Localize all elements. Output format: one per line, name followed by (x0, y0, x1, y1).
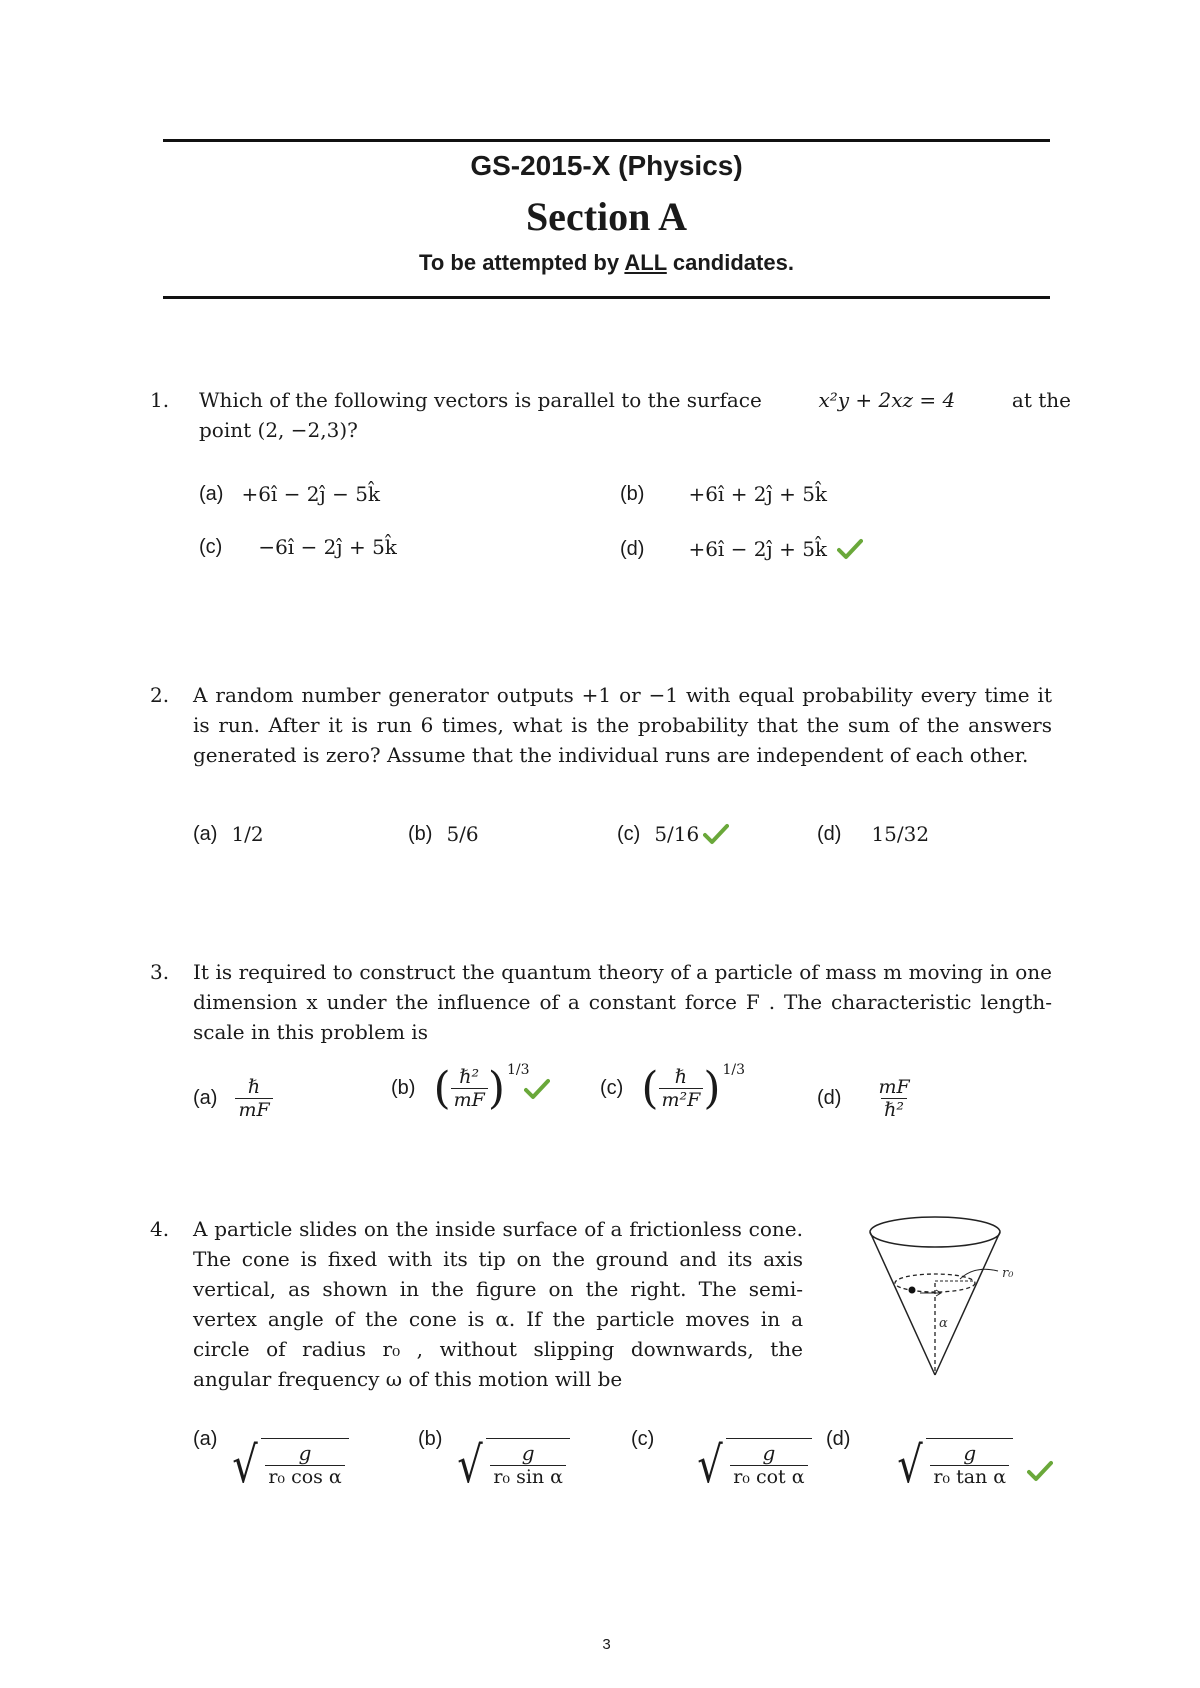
cone-figure (860, 1215, 1030, 1385)
option-value: 5/6 (446, 822, 479, 846)
square-root (894, 1436, 1013, 1494)
cone-left-side (870, 1232, 935, 1375)
numerator: ℏ² (459, 1066, 480, 1088)
numerator: ℏ (247, 1076, 261, 1098)
q4-option-a[interactable] (193, 1428, 349, 1494)
instruction (0, 250, 1200, 276)
option-value: 1/2 (231, 822, 264, 846)
option-label: (b) (408, 822, 433, 845)
instruction-suffix: candidates. (666, 250, 794, 275)
denominator: mF (235, 1098, 272, 1121)
right-paren: ) (487, 1062, 505, 1114)
cone-rim (870, 1217, 1000, 1247)
radical-icon: √ (232, 1436, 259, 1494)
option-label: (b) (418, 1428, 443, 1450)
q4-option-d[interactable] (826, 1428, 1053, 1494)
option-label: (d) (620, 537, 645, 560)
q4-option-c[interactable] (631, 1428, 812, 1494)
question-4-text: A particle slides on the inside surface of a frictionless cone. The cone is fixed with its tip on the ground and its axis vertical, as shown in the figure on the right. The semi-vertex angle of the cone is α. If the particle moves in a circle of radius r₀ , without slipping downwards, the angular frequency ω of this motion will be (193, 1217, 803, 1391)
option-label: (d) (817, 1087, 842, 1109)
denominator: r₀ cot α (730, 1465, 807, 1488)
fraction (235, 1076, 272, 1121)
question-1-number: 1. (150, 388, 170, 412)
check-icon (837, 538, 863, 560)
denominator: r₀ sin α (490, 1465, 566, 1488)
question-2-text: A random number generator outputs +1 or −1 with equal probability every time it is run. After it is run 6 times, what is the probability that the sum of the answers generated is zero? Assume that the individual runs are independent of each other. (193, 683, 1052, 767)
q1-line2: point (2, −2,3)? (199, 418, 358, 442)
radical-icon: √ (457, 1436, 484, 1494)
option-label: (c) (199, 535, 223, 558)
q3-option-d[interactable] (817, 1076, 913, 1121)
denominator: ℏ² (881, 1098, 907, 1121)
option-value: +6î + 2ĵ + 5k̂ (688, 482, 828, 506)
left-paren: ( (641, 1062, 659, 1114)
option-label: (a) (193, 822, 218, 845)
radical-icon: √ (897, 1436, 924, 1494)
q1-option-a[interactable] (199, 482, 380, 506)
q2-option-d[interactable] (817, 822, 929, 846)
option-label: (c) (631, 1428, 655, 1450)
q1-surface-equation: x²y + 2xz = 4 (818, 388, 956, 412)
angle-label: α (939, 1316, 948, 1331)
q4-option-b[interactable] (418, 1428, 570, 1494)
option-value: 15/32 (871, 822, 930, 846)
exam-title: GS-2015-X (Physics) (470, 150, 743, 181)
particle (909, 1287, 916, 1294)
option-label: (c) (617, 822, 641, 845)
denominator: m²F (659, 1088, 704, 1111)
option-value: +6î − 2ĵ − 5k̂ (241, 482, 381, 506)
check-icon (703, 823, 729, 845)
option-label: (a) (199, 482, 224, 505)
question-2-number: 2. (150, 683, 170, 707)
check-icon (524, 1078, 550, 1100)
cone-right-side (935, 1232, 1000, 1375)
option-value: +6î − 2ĵ + 5k̂ (688, 537, 828, 561)
instruction-emphasis: ALL (624, 250, 667, 275)
radius-label: r₀ (1002, 1266, 1014, 1281)
numerator: g (762, 1441, 776, 1465)
numerator: mF (878, 1076, 910, 1098)
exponent: 1/3 (507, 1062, 530, 1078)
option-label: (d) (817, 822, 842, 845)
square-root (454, 1436, 570, 1494)
q3-option-b[interactable] (391, 1062, 550, 1114)
q1-line1-end: at the (1011, 388, 1071, 412)
q1-option-d[interactable] (620, 537, 863, 561)
question-1-text (199, 385, 1071, 445)
section-title: Section A (525, 194, 688, 239)
denominator: r₀ cos α (265, 1465, 344, 1488)
left-paren: ( (433, 1062, 451, 1114)
q2-option-c[interactable] (617, 822, 729, 846)
radical-icon: √ (697, 1436, 724, 1494)
option-value: −6î − 2ĵ + 5k̂ (258, 535, 397, 559)
denominator: mF (451, 1088, 488, 1111)
numerator: g (963, 1441, 977, 1465)
check-icon (1027, 1460, 1053, 1482)
option-label: (a) (193, 1087, 218, 1109)
denominator: r₀ tan α (930, 1465, 1009, 1488)
square-root (229, 1436, 348, 1494)
exponent: 1/3 (722, 1062, 746, 1078)
q3-option-c[interactable] (600, 1062, 746, 1114)
q1-option-b[interactable] (620, 482, 827, 506)
numerator: ℏ (674, 1066, 688, 1088)
numerator: g (298, 1441, 312, 1465)
q2-option-b[interactable] (408, 822, 479, 846)
q3-option-a[interactable] (193, 1076, 273, 1121)
square-root (694, 1436, 811, 1494)
fraction (659, 1066, 704, 1111)
q1-line1: Which of the following vectors is parallel to the surface (199, 388, 762, 412)
fraction (451, 1066, 488, 1111)
header-bottom-rule (163, 296, 1050, 299)
option-label: (b) (620, 482, 645, 505)
option-label: (c) (600, 1077, 624, 1099)
option-label: (b) (391, 1077, 416, 1099)
question-4-number: 4. (150, 1217, 170, 1241)
question-3-number: 3. (150, 960, 170, 984)
question-3-text: It is required to construct the quantum theory of a particle of mass m moving in one dimension x under the influence of a constant force F . The characteristic length-scale in this problem is (193, 960, 1052, 1044)
q1-option-c[interactable] (199, 535, 397, 559)
right-paren: ) (703, 1062, 721, 1114)
header-top-rule (163, 139, 1050, 142)
q2-option-a[interactable] (193, 822, 264, 846)
option-value: 5/16 (654, 822, 700, 846)
fraction (875, 1076, 912, 1121)
option-label: (a) (193, 1428, 218, 1450)
page-number: 3 (602, 1636, 611, 1653)
option-label: (d) (826, 1428, 851, 1450)
instruction-prefix: To be attempted by (419, 250, 625, 275)
numerator: g (521, 1441, 535, 1465)
